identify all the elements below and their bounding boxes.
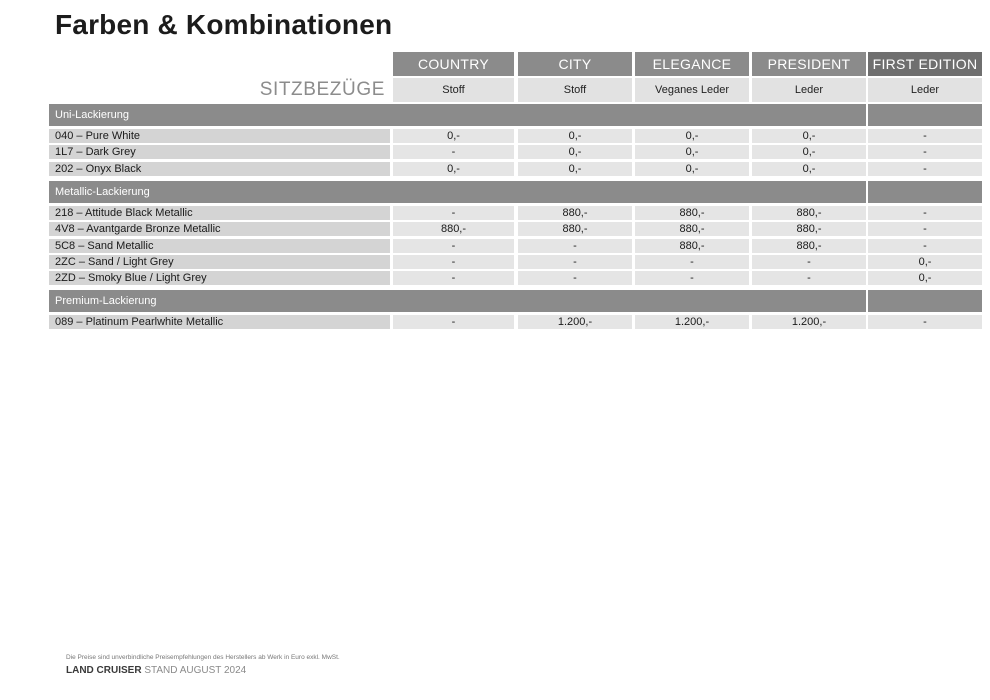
color-name: 5C8 – Sand Metallic bbox=[49, 239, 390, 253]
price-cell: 0,- bbox=[518, 129, 632, 143]
price-cell: 880,- bbox=[635, 239, 749, 253]
price-cell: - bbox=[518, 271, 632, 285]
seat-type-cell: Leder bbox=[752, 78, 866, 102]
section-header-spacer bbox=[868, 104, 982, 126]
section-header-spacer bbox=[868, 181, 982, 203]
price-cell: - bbox=[868, 129, 982, 143]
price-cell: 1.200,- bbox=[518, 315, 632, 329]
price-cell: 1.200,- bbox=[752, 315, 866, 329]
brand-name: LAND CRUISER bbox=[66, 665, 142, 676]
price-cell: - bbox=[868, 162, 982, 176]
footer-brand bbox=[66, 665, 246, 676]
column-header: CITY bbox=[518, 52, 632, 76]
price-cell: - bbox=[393, 315, 514, 329]
price-cell: - bbox=[635, 255, 749, 269]
price-footnote: Die Preise sind unverbindliche Preisempfehlungen des Herstellers ab Werk in Euro exkl. MwSt. bbox=[66, 654, 340, 661]
price-cell: 0,- bbox=[393, 129, 514, 143]
color-name: 202 – Onyx Black bbox=[49, 162, 390, 176]
section-header: Premium-Lackierung bbox=[49, 290, 866, 312]
price-cell: - bbox=[868, 315, 982, 329]
price-cell: 1.200,- bbox=[635, 315, 749, 329]
color-name: 4V8 – Avantgarde Bronze Metallic bbox=[49, 222, 390, 236]
price-cell: 0,- bbox=[393, 162, 514, 176]
price-cell: - bbox=[752, 255, 866, 269]
column-header: PRESIDENT bbox=[752, 52, 866, 76]
seat-type-cell: Veganes Leder bbox=[635, 78, 749, 102]
color-name: 2ZD – Smoky Blue / Light Grey bbox=[49, 271, 390, 285]
price-cell: - bbox=[868, 145, 982, 159]
stand-date: STAND AUGUST 2024 bbox=[144, 665, 247, 676]
price-cell: - bbox=[518, 239, 632, 253]
price-cell: 880,- bbox=[635, 222, 749, 236]
price-cell: 0,- bbox=[868, 271, 982, 285]
color-name: 1L7 – Dark Grey bbox=[49, 145, 390, 159]
price-cell: - bbox=[393, 206, 514, 220]
price-cell: 880,- bbox=[752, 206, 866, 220]
column-header: ELEGANCE bbox=[635, 52, 749, 76]
page-title: Farben & Kombinationen bbox=[55, 9, 393, 40]
seat-type-cell: Stoff bbox=[393, 78, 514, 102]
price-cell: 880,- bbox=[752, 222, 866, 236]
seat-type-cell: Leder bbox=[868, 78, 982, 102]
price-cell: 880,- bbox=[518, 206, 632, 220]
price-cell: - bbox=[393, 271, 514, 285]
price-cell: - bbox=[393, 255, 514, 269]
price-cell: 0,- bbox=[752, 145, 866, 159]
color-name: 089 – Platinum Pearlwhite Metallic bbox=[49, 315, 390, 329]
price-cell: - bbox=[752, 271, 866, 285]
price-cell: - bbox=[393, 145, 514, 159]
price-cell: 0,- bbox=[518, 145, 632, 159]
price-cell: 0,- bbox=[752, 162, 866, 176]
price-cell: - bbox=[868, 222, 982, 236]
section-header: Uni-Lackierung bbox=[49, 104, 866, 126]
price-cell: 0,- bbox=[752, 129, 866, 143]
price-cell: 0,- bbox=[635, 162, 749, 176]
price-cell: 880,- bbox=[393, 222, 514, 236]
price-cell: - bbox=[635, 271, 749, 285]
color-name: 218 – Attitude Black Metallic bbox=[49, 206, 390, 220]
price-cell: - bbox=[393, 239, 514, 253]
section-header-spacer bbox=[868, 290, 982, 312]
price-cell: 0,- bbox=[635, 129, 749, 143]
price-cell: 0,- bbox=[518, 162, 632, 176]
section-header: Metallic-Lackierung bbox=[49, 181, 866, 203]
price-cell: 880,- bbox=[518, 222, 632, 236]
column-header: COUNTRY bbox=[393, 52, 514, 76]
price-cell: 880,- bbox=[752, 239, 866, 253]
color-name: 040 – Pure White bbox=[49, 129, 390, 143]
price-cell: - bbox=[518, 255, 632, 269]
price-cell: 880,- bbox=[635, 206, 749, 220]
price-cell: 0,- bbox=[868, 255, 982, 269]
seat-covers-label: SITZBEZÜGE bbox=[259, 79, 385, 100]
color-name: 2ZC – Sand / Light Grey bbox=[49, 255, 390, 269]
column-header: FIRST EDITION bbox=[868, 52, 982, 76]
price-cell: - bbox=[868, 206, 982, 220]
price-cell: 0,- bbox=[635, 145, 749, 159]
price-cell: - bbox=[868, 239, 982, 253]
seat-type-cell: Stoff bbox=[518, 78, 632, 102]
